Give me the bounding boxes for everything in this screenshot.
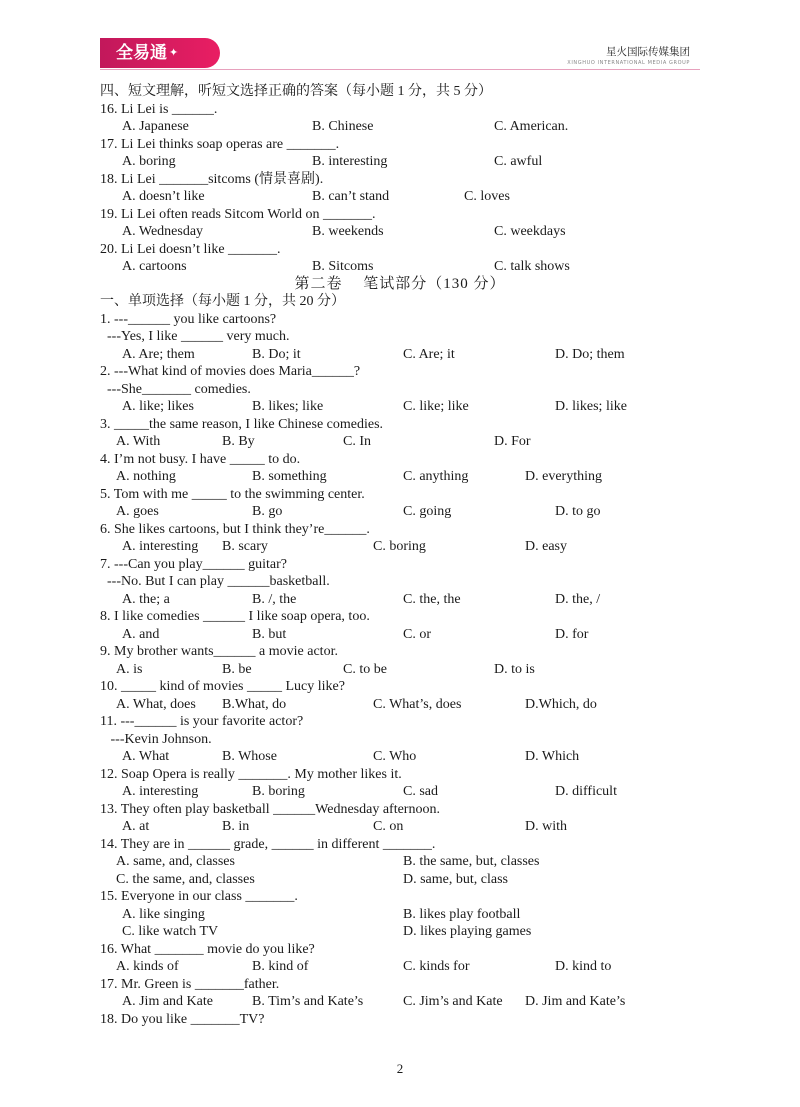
option: A. like; likes	[122, 399, 194, 414]
options-row	[100, 433, 700, 451]
option: C. boring	[373, 539, 426, 554]
options-row	[100, 696, 700, 714]
option: B. By	[222, 434, 255, 449]
option: B. boring	[252, 784, 305, 799]
option: D. likes; like	[555, 399, 627, 414]
option: A. at	[122, 819, 150, 834]
text-line: ---Kevin Johnson.	[100, 731, 212, 747]
option: A. like singing	[122, 906, 205, 922]
options-row	[100, 118, 700, 136]
options-row	[100, 906, 700, 924]
options-row	[100, 783, 700, 801]
options-row	[100, 993, 700, 1011]
option: A. goes	[116, 504, 159, 519]
text-line: 18. Li Lei _______sitcoms (情景喜剧).	[100, 171, 324, 187]
option: D. to go	[555, 504, 601, 519]
option: A. doesn’t like	[122, 189, 205, 204]
option: C. In	[343, 434, 371, 449]
options-row	[100, 468, 700, 486]
option: A. the; a	[122, 591, 170, 607]
option: C. weekdays	[494, 224, 566, 239]
text-line: 3. _____the same reason, I like Chinese comedies.	[100, 416, 384, 432]
options-row	[100, 591, 700, 609]
option: B. scary	[222, 539, 268, 554]
options-row	[100, 818, 700, 836]
option: B. Chinese	[312, 119, 374, 134]
text-line: 16. Li Lei is ______.	[100, 101, 218, 117]
option: C. What’s, does	[373, 696, 462, 712]
logo-text: 全易通	[116, 43, 167, 63]
options-row	[100, 661, 700, 679]
text-line: 20. Li Lei doesn’t like _______.	[100, 241, 281, 257]
option: D.Which, do	[525, 696, 597, 712]
option: C. Jim’s and Kate	[403, 994, 503, 1009]
option: C. loves	[464, 189, 510, 204]
options-row	[100, 923, 700, 941]
text-line: 12. Soap Opera is really _______. My mother likes it.	[100, 766, 402, 782]
option: D. For	[494, 434, 531, 449]
brand-subtitle: XINGHUO INTERNATIONAL MEDIA GROUP	[567, 60, 690, 66]
option: B. can’t stand	[312, 189, 390, 204]
option: B. the same, but, classes	[403, 854, 540, 869]
option: B. /, the	[252, 591, 297, 607]
option: C. going	[403, 504, 452, 519]
text-line: 13. They often play basketball ______Wednesday afternoon.	[100, 801, 440, 817]
option: A. What, does	[116, 696, 196, 712]
options-row	[100, 626, 700, 644]
option: A. boring	[122, 154, 176, 169]
option: C. like; like	[403, 399, 469, 414]
option: D. Which	[525, 749, 580, 764]
option: A. nothing	[116, 469, 176, 484]
option: D. with	[525, 819, 567, 834]
text-line: 11. ---______ is your favorite actor?	[100, 714, 304, 729]
option: D. Jim and Kate’s	[525, 994, 626, 1009]
option: B. in	[222, 819, 250, 834]
option: D. everything	[525, 469, 602, 484]
options-row	[100, 871, 700, 889]
options-row	[100, 346, 700, 364]
option: D. likes playing games	[403, 924, 532, 939]
text-line: 5. Tom with me _____ to the swimming center.	[100, 486, 365, 502]
option: C. to be	[343, 661, 387, 677]
option: C. the, the	[403, 591, 461, 607]
section-title: 第二卷 笔试部分（130 分）	[294, 275, 506, 292]
option: C. anything	[403, 469, 469, 484]
text-line: 4. I’m not busy. I have _____ to do.	[100, 451, 301, 467]
text-line: 15. Everyone in our class _______.	[100, 889, 298, 904]
page-number: 2	[396, 1061, 404, 1076]
option: C. on	[373, 819, 404, 834]
option: B. Tim’s and Kate’s	[252, 994, 364, 1009]
options-row	[100, 223, 700, 241]
option: D. for	[555, 626, 589, 642]
text-line: 9. My brother wants______ a movie actor.	[100, 644, 338, 659]
option: B. Do; it	[252, 346, 301, 362]
option: B. be	[222, 661, 252, 677]
option: D. Do; them	[555, 346, 625, 362]
option: A. is	[116, 661, 143, 677]
text-line: ---Yes, I like ______ very much.	[100, 329, 290, 344]
option: A. interesting	[122, 539, 199, 554]
star-icon: ✦	[169, 46, 179, 59]
option: A. Jim and Kate	[122, 994, 213, 1009]
brand-name: 星火国际传媒集团	[606, 46, 690, 58]
option: B. likes play football	[403, 906, 521, 922]
page-header	[0, 0, 800, 75]
text-line: 6. She likes cartoons, but I think they’re______.	[100, 521, 370, 537]
option: C. sad	[403, 784, 438, 799]
option: A. same, and, classes	[116, 854, 235, 869]
option: C. Who	[373, 749, 417, 764]
text-line: 17. Li Lei thinks soap operas are _______.	[100, 136, 340, 152]
option: D. kind to	[555, 959, 612, 974]
option: D. difficult	[555, 784, 617, 799]
option: B. weekends	[312, 224, 384, 239]
options-row	[100, 258, 700, 276]
text-line: 16. What _______ movie do you like?	[100, 941, 315, 957]
text-line: 17. Mr. Green is _______father.	[100, 976, 280, 992]
header-divider	[100, 69, 700, 70]
options-row	[100, 853, 700, 871]
option: C. talk shows	[494, 259, 570, 274]
option: A. and	[122, 626, 160, 642]
text-line: 18. Do you like _______TV?	[100, 1011, 265, 1027]
exam-content	[100, 83, 700, 1028]
option: C. kinds for	[403, 959, 470, 974]
option: B. likes; like	[252, 399, 324, 414]
options-row	[100, 503, 700, 521]
option: C. awful	[494, 154, 543, 169]
text-line: 一、单项选择（每小题 1 分，共 20 分）	[100, 294, 345, 309]
text-line: 四、短文理解，听短文选择正确的答案（每小题 1 分，共 5 分）	[100, 84, 492, 99]
option: B. interesting	[312, 154, 388, 169]
option: A. interesting	[122, 784, 199, 799]
text-line: 14. They are in ______ grade, ______ in different _______.	[100, 836, 436, 852]
logo	[100, 38, 220, 68]
option: B. but	[252, 626, 287, 642]
text-line: 7. ---Can you play______ guitar?	[100, 556, 288, 572]
option: B. kind of	[252, 959, 309, 974]
text-line: 2. ---What kind of movies does Maria______?	[100, 364, 361, 379]
option: A. cartoons	[122, 259, 187, 274]
option: B. Whose	[222, 749, 277, 764]
option: D. easy	[525, 539, 567, 554]
option: D. to is	[494, 661, 535, 677]
option: C. American.	[494, 119, 569, 134]
option: C. the same, and, classes	[116, 871, 255, 887]
brand	[567, 44, 690, 66]
option: B. go	[252, 504, 283, 519]
option: A. What	[122, 749, 170, 764]
options-row	[100, 153, 700, 171]
text-line: 1. ---______ you like cartoons?	[100, 311, 277, 327]
text-line: ---She_______ comedies.	[100, 381, 251, 397]
options-row	[100, 748, 700, 766]
option: B.What, do	[222, 696, 287, 712]
option: A. Japanese	[122, 119, 189, 134]
option: C. Are; it	[403, 346, 455, 362]
option: C. or	[403, 626, 431, 642]
option: D. same, but, class	[403, 871, 508, 887]
option: C. like watch TV	[122, 924, 219, 939]
option: B. Sitcoms	[312, 259, 374, 274]
text-line: 10. _____ kind of movies _____ Lucy like?	[100, 679, 345, 694]
option: B. something	[252, 469, 327, 484]
option: A. kinds of	[116, 959, 179, 974]
text-line: 19. Li Lei often reads Sitcom World on _______.	[100, 206, 376, 222]
option: A. With	[116, 434, 161, 449]
option: A. Are; them	[122, 346, 195, 362]
text-line: 8. I like comedies ______ I like soap opera, too.	[100, 609, 370, 624]
option: D. the, /	[555, 591, 601, 607]
option: A. Wednesday	[122, 224, 204, 239]
options-row	[100, 958, 700, 976]
options-row	[100, 188, 700, 206]
options-row	[100, 398, 700, 416]
text-line: ---No. But I can play ______basketball.	[100, 574, 330, 589]
options-row	[100, 538, 700, 556]
